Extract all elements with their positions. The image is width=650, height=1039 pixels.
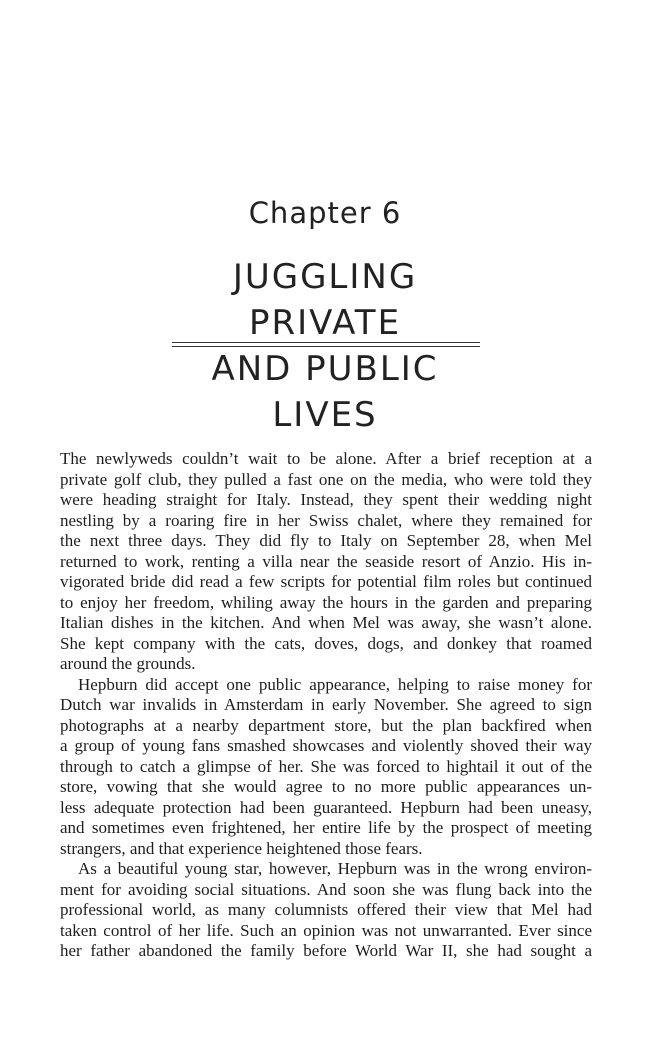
text-line: a group of young fans smashed showcases and violently shoved their way [60,736,592,755]
text-line: her father abandoned the family before World War II, she had sought a [60,941,592,960]
text-line: and sometimes even frightened, her entire life by the prospect of meeting [60,818,592,837]
text-line: less adequate protection had been guaranteed. Hepburn had been uneasy, [60,797,592,817]
chapter-title-line-2: AND PUBLIC LIVES [211,349,439,435]
text-line: nestling by a roaring fire in her Swiss chalet, where they remained for [60,510,592,530]
paragraph-2 [60,675,592,860]
text-line: private golf club, they pulled a fast one on the media, who were told they [60,469,592,489]
body-text [60,449,592,962]
text-line: professional world, as many columnists offered their view that Mel had [60,900,592,919]
text-line: Dutch war invalids in Amsterdam in early November. She agreed to sign [60,695,592,714]
paragraph-1 [60,449,592,675]
text-line: store, vowing that she would agree to no more public appearances un- [60,777,592,796]
text-line: The newlyweds couldn’t wait to be alone. After a brief reception at a [60,449,592,468]
chapter-title-line-1: JUGGLING PRIVATE [232,257,418,343]
text-line: photographs at a nearby department store, but the plan backfired when [60,715,592,735]
text-line: taken control of her life. Such an opinion was not unwarranted. Ever since [60,920,592,940]
text-line: were heading straight for Italy. Instead, they spent their wedding night [60,490,592,509]
text-line: Italian dishes in the kitchen. And when Mel was away, she wasn’t alone. [60,613,592,632]
text-line: Hepburn did accept one public appearance, helping to raise money for [78,674,592,694]
paragraph-3 [60,859,592,962]
text-line: vigorated bride did read a few scripts for potential film roles but continued [60,572,592,591]
text-line: around the grounds. [60,654,196,673]
title-double-rule [172,342,480,347]
text-line: ment for avoiding social situations. And soon she was flung back into the [60,879,592,899]
text-line: to enjoy her freedom, whiling away the hours in the garden and preparing [60,592,592,612]
text-line: returned to work, renting a villa near the seaside resort of Anzio. His in- [60,551,592,571]
chapter-number: Chapter 6 [248,196,402,230]
text-line: the next three days. They did fly to Italy on September 28, when Mel [60,531,592,550]
text-line: strangers, and that experience heightened those fears. [60,838,423,858]
text-line: She kept company with the cats, doves, dogs, and donkey that roamed [60,633,592,653]
text-line: As a beautiful young star, however, Hepburn was in the wrong environ- [78,859,592,878]
text-line: through to catch a glimpse of her. She was forced to hightail it out of the [60,756,592,776]
